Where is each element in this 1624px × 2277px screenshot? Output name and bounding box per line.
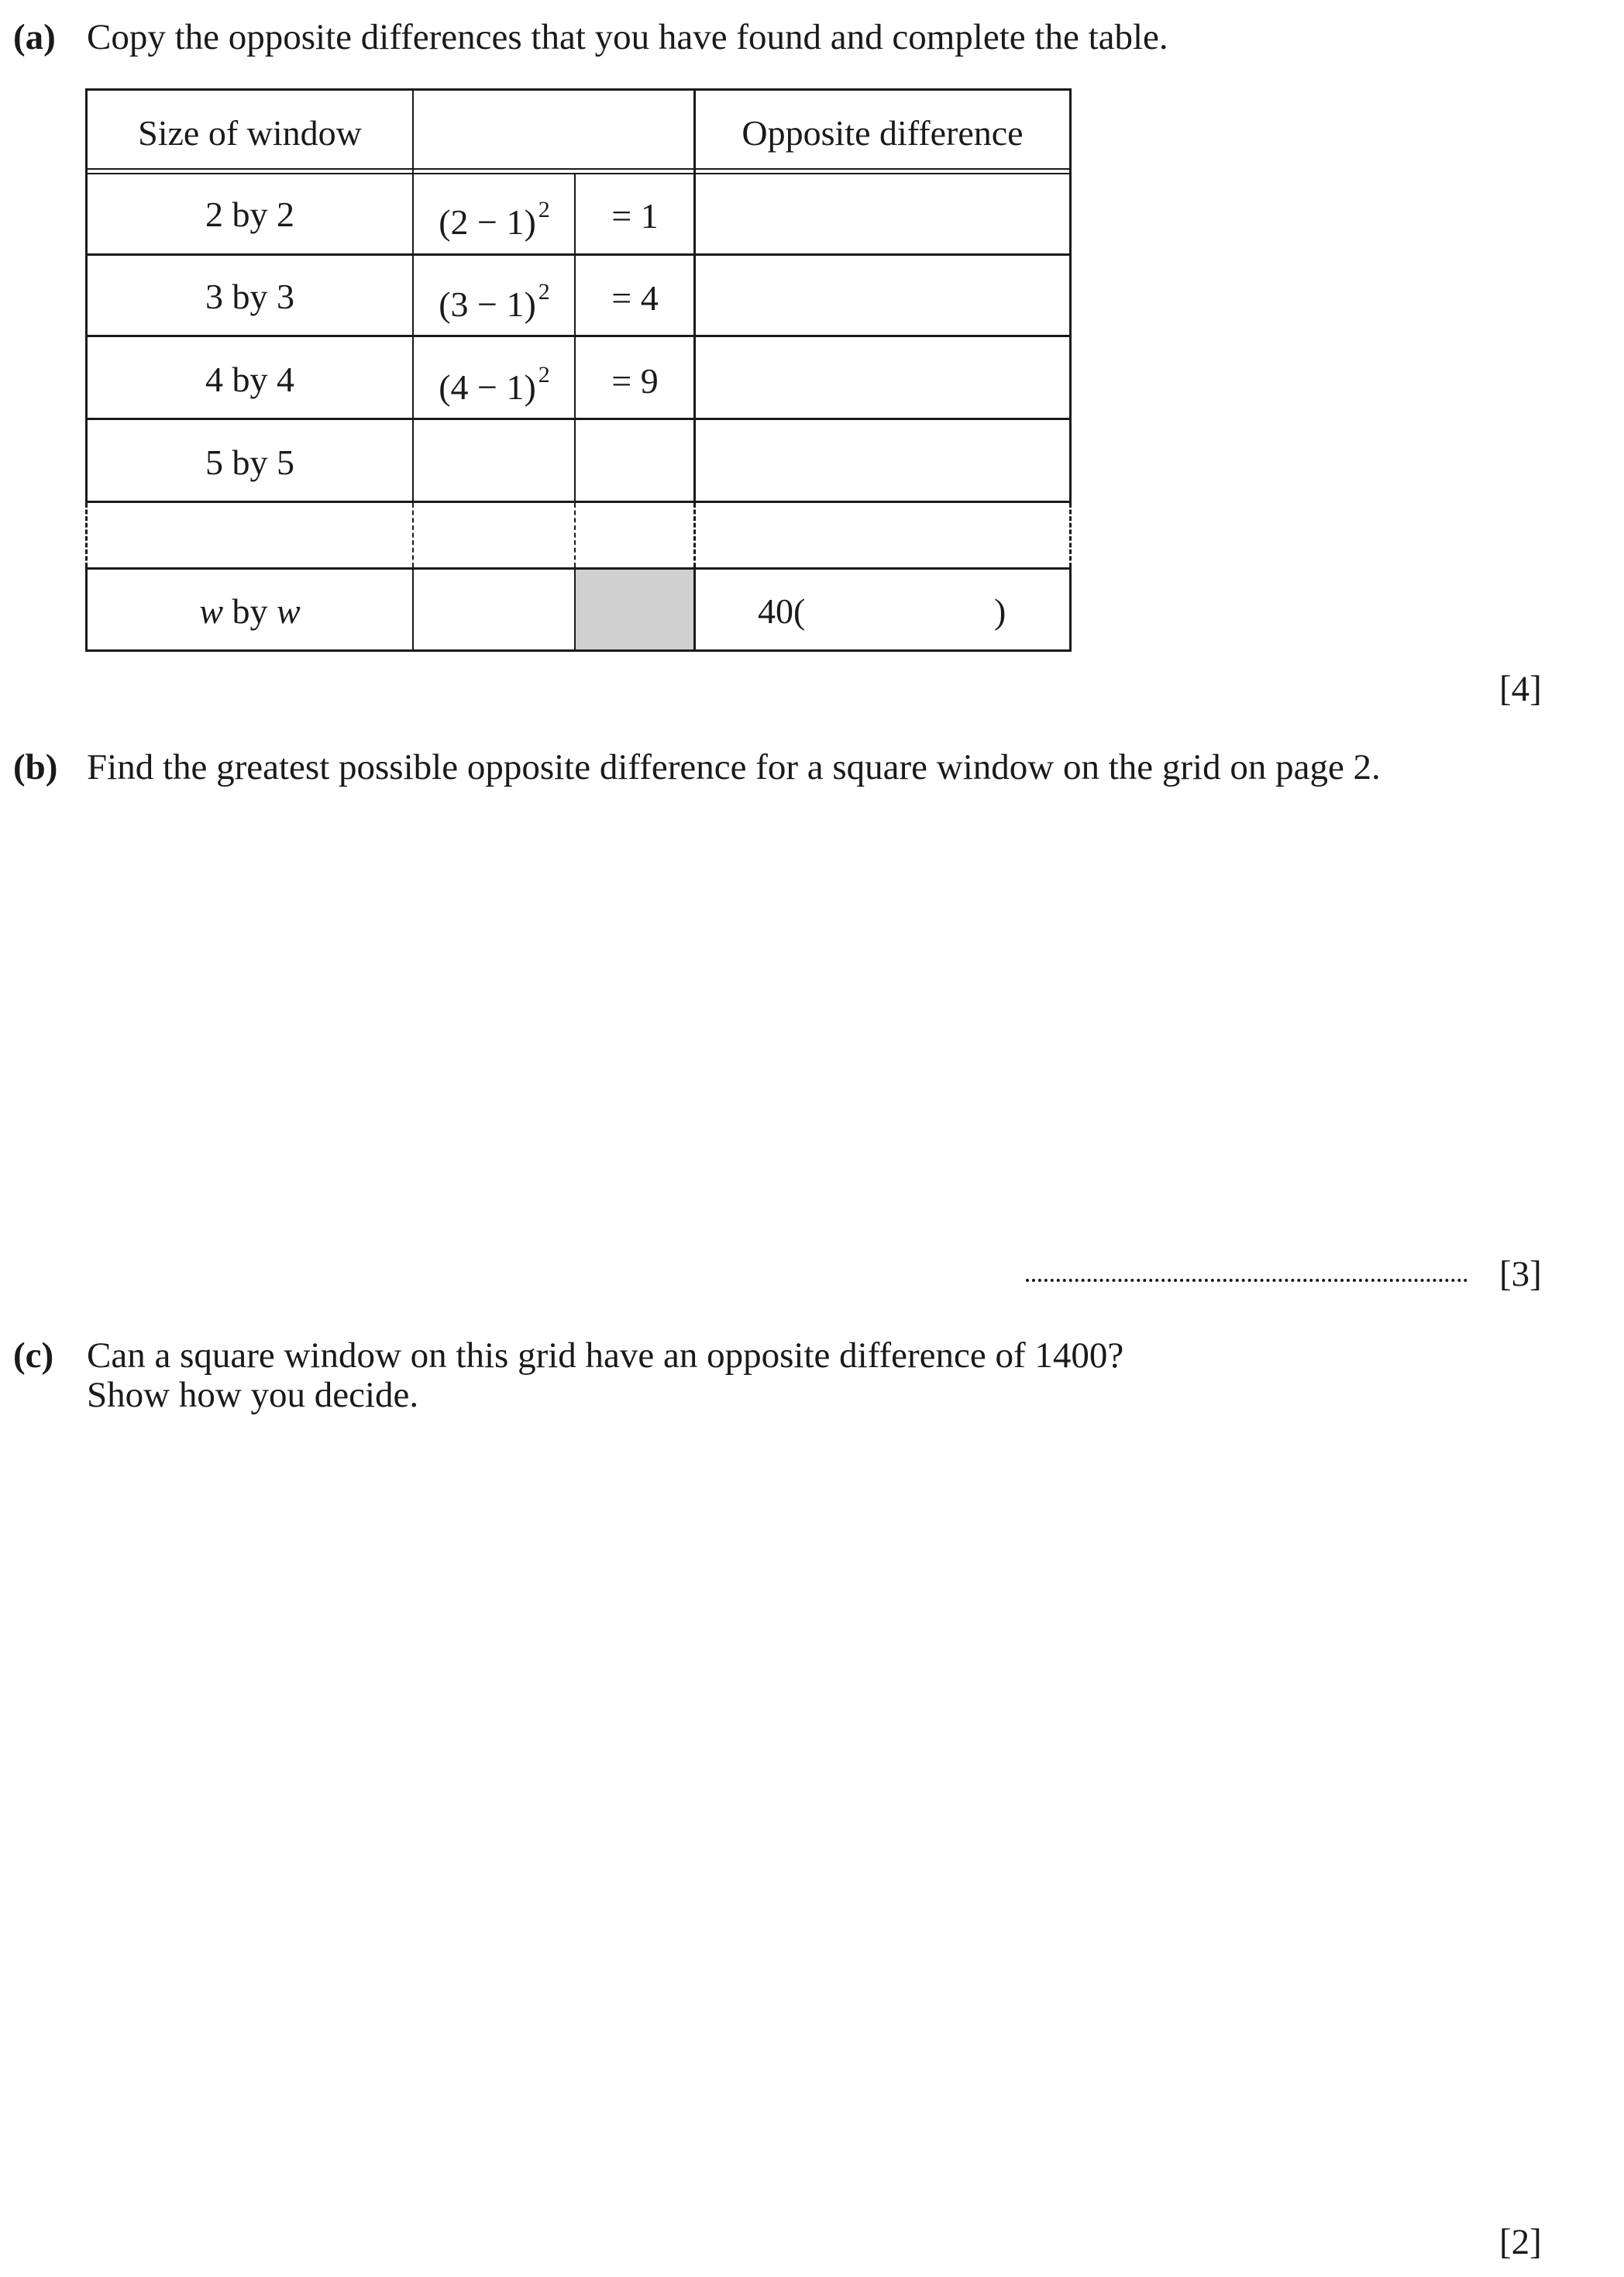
row-divider [85,501,1072,503]
formula-base: (3 − 1) [439,284,536,324]
part-c-instruction: Show how you decide. [87,1375,419,1415]
part-b-question: Find the greatest possible opposite difference for a square window on the grid on page 2. [87,747,1381,787]
variable-w: w [199,591,223,631]
formula-base: (4 − 1) [439,367,536,407]
part-a-label: (a) [13,17,56,57]
header-size-of-window: Size of window [138,113,362,153]
formula-exponent: 2 [538,197,550,222]
general-difference-answer[interactable] [695,570,1069,649]
row-difference-answer[interactable] [695,445,1070,491]
table-border-right [1069,567,1072,652]
part-a-marks: [4] [1499,669,1542,709]
row-size: 2 by 2 [205,195,294,234]
by-text: by [223,591,277,631]
part-b-label: (b) [13,747,58,787]
row-difference-answer[interactable] [695,515,1070,562]
table-border-bottom [85,649,1072,652]
general-formula-answer[interactable] [414,570,574,649]
column-divider [574,567,576,652]
row-formula-answer[interactable] [414,515,575,562]
row-result: = 9 [611,361,659,401]
row-divider [85,335,1072,337]
part-b-marks: [3] [1499,1254,1542,1294]
variable-w: w [277,591,301,631]
part-a-instruction: Copy the opposite differences that you have found and complete the table. [87,17,1168,57]
row-size: 5 by 5 [205,443,294,482]
row-result-answer[interactable] [576,515,694,562]
row-formula-answer[interactable] [414,453,575,488]
row-result: = 4 [611,278,659,318]
row-result: = 1 [611,196,659,236]
part-c-working-space[interactable] [87,1426,1481,2186]
part-c-question: Can a square window on this grid have an opposite difference of 1400? [87,1335,1124,1376]
header-double-line-upper [85,168,1072,170]
formula-base: (2 − 1) [439,202,536,242]
row-size-general [87,591,413,631]
row-divider [85,253,1072,256]
row-formula [414,362,575,407]
row-formula [414,197,575,242]
row-size: 3 by 3 [205,277,294,316]
row-difference-answer[interactable] [695,279,1070,326]
row-difference-answer[interactable] [695,362,1070,408]
row-size: 4 by 4 [205,360,294,399]
row-difference-answer[interactable] [695,197,1070,243]
difference-prefix: 40( [758,591,806,631]
difference-suffix: ) [994,591,1006,631]
part-b-answer-line[interactable] [1026,1279,1467,1282]
shaded-cell [575,568,694,650]
row-formula [414,279,575,324]
header-opposite-difference: Opposite difference [741,113,1024,153]
row-divider [85,418,1072,420]
formula-exponent: 2 [538,362,550,388]
row-result-answer[interactable] [576,446,694,493]
part-c-marks: [2] [1499,2222,1542,2262]
table-border-top [85,88,1072,91]
part-c-label: (c) [13,1335,54,1376]
formula-exponent: 2 [538,279,550,305]
header-double-line-lower [85,173,1072,174]
row-size-answer[interactable] [87,515,413,562]
